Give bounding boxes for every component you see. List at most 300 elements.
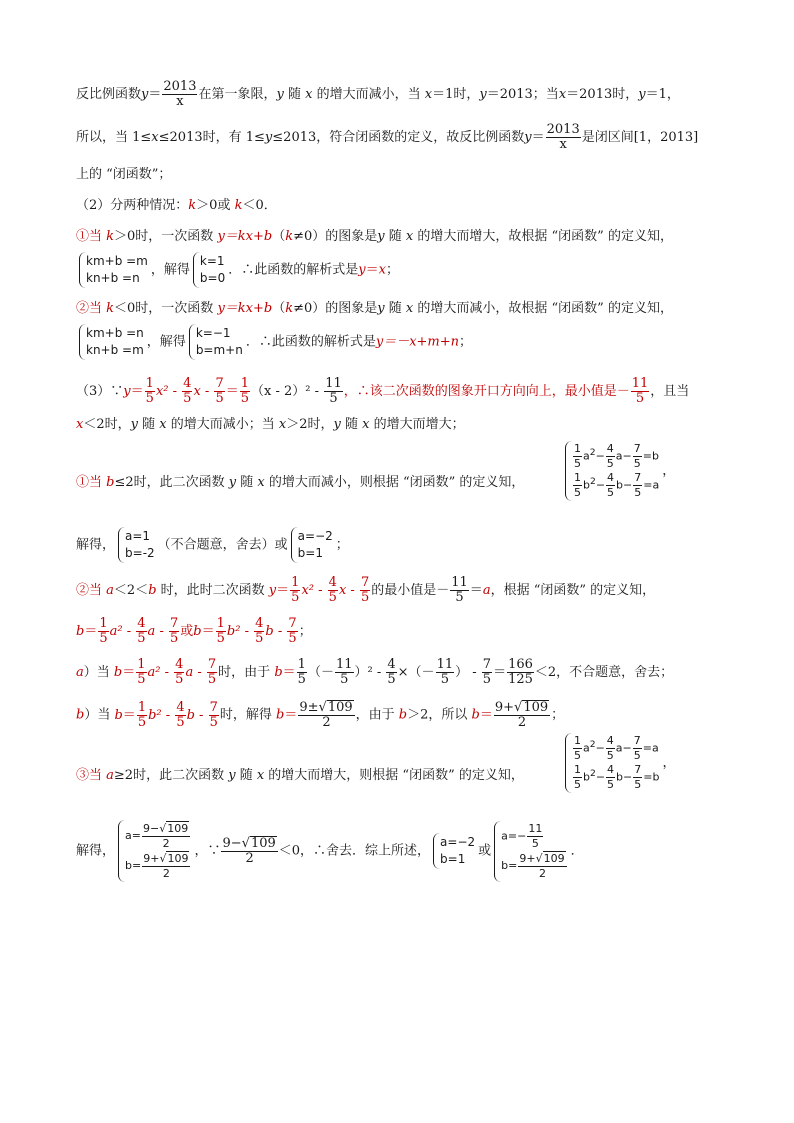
text: （不合题意，舍去）或 bbox=[157, 537, 288, 553]
text: − bbox=[623, 770, 633, 784]
fraction bbox=[290, 576, 300, 605]
numerator: 11 bbox=[335, 657, 353, 672]
text: b= bbox=[501, 858, 518, 872]
text: ＞2，所以 bbox=[407, 707, 472, 723]
var: y bbox=[228, 768, 236, 783]
var: b bbox=[616, 478, 624, 492]
text: ＝ bbox=[122, 707, 136, 723]
numerator: 4 bbox=[607, 471, 615, 484]
text: b= bbox=[125, 859, 142, 872]
numerator: 166 bbox=[508, 657, 533, 672]
numerator: 4 bbox=[606, 442, 614, 455]
numerator: 9± bbox=[299, 700, 319, 715]
text: ＝ bbox=[84, 624, 98, 639]
text: 的最小值是－ bbox=[371, 583, 450, 598]
text: ＝ bbox=[276, 583, 290, 598]
equation: a=−2 bbox=[440, 835, 476, 849]
text: ； bbox=[459, 334, 473, 350]
text: ＝2013时， bbox=[566, 87, 639, 102]
equation bbox=[572, 734, 659, 763]
text: a=− bbox=[501, 829, 527, 842]
text: ＝ bbox=[284, 707, 298, 723]
equation: k=−1 bbox=[195, 326, 231, 340]
radicand: 109 bbox=[250, 836, 276, 851]
text: ＜0时，一次函数 bbox=[114, 301, 218, 316]
text: - bbox=[161, 707, 175, 723]
var: b bbox=[616, 770, 624, 784]
var: b bbox=[114, 707, 123, 723]
var: x bbox=[338, 583, 347, 598]
denominator: 5 bbox=[635, 391, 645, 406]
text: 时，解得 bbox=[219, 707, 277, 723]
text: =a bbox=[643, 478, 660, 492]
numerator: 7 bbox=[209, 699, 218, 715]
denominator: 5 bbox=[288, 631, 297, 646]
fraction bbox=[573, 763, 582, 792]
denominator: 5 bbox=[297, 672, 306, 687]
text: ＜2，不合题意，舍去； bbox=[534, 665, 674, 680]
exponent: 2 bbox=[589, 738, 596, 750]
text: ≥2时，此二次函数 bbox=[113, 768, 229, 783]
var: b bbox=[148, 583, 157, 598]
denominator: 5 bbox=[137, 672, 146, 687]
equation: kn+b =m bbox=[86, 343, 144, 357]
text: ①当 bbox=[76, 475, 107, 490]
text: ）当 bbox=[83, 665, 114, 680]
fraction bbox=[216, 617, 226, 646]
var: x bbox=[151, 130, 159, 145]
line-7 bbox=[76, 300, 673, 317]
solution-system bbox=[291, 527, 333, 563]
text: − bbox=[595, 449, 605, 463]
text: =b bbox=[643, 770, 660, 784]
text: ，由于 bbox=[355, 707, 399, 723]
fraction bbox=[386, 658, 396, 687]
numerator: 4 bbox=[387, 657, 396, 672]
numerator: 4 bbox=[255, 616, 264, 631]
fraction bbox=[573, 734, 582, 763]
line-2 bbox=[76, 123, 698, 152]
text: 随 bbox=[283, 87, 306, 102]
solution-system bbox=[433, 833, 475, 869]
text: ， bbox=[662, 755, 676, 771]
var: x² bbox=[155, 384, 169, 399]
var: k bbox=[106, 301, 115, 316]
fraction bbox=[287, 617, 297, 646]
text: 所以，当 1≤ bbox=[76, 130, 152, 145]
line-4 bbox=[76, 197, 277, 214]
line-10 bbox=[76, 416, 465, 433]
denominator: 5 bbox=[209, 714, 218, 730]
system-brace bbox=[565, 441, 659, 501]
fraction bbox=[98, 617, 108, 646]
text: （－ bbox=[307, 665, 334, 680]
text: - bbox=[240, 624, 254, 639]
text: ＝ bbox=[531, 130, 545, 145]
radicand: 109 bbox=[523, 700, 549, 715]
text: − bbox=[622, 449, 632, 463]
text: ，且当 bbox=[650, 384, 690, 399]
denominator: 5 bbox=[137, 631, 146, 646]
fraction bbox=[633, 734, 642, 763]
text: 随 bbox=[236, 475, 258, 490]
fraction bbox=[169, 617, 179, 646]
numerator: 1 bbox=[240, 376, 250, 391]
var: a bbox=[76, 665, 84, 680]
numerator: 9− bbox=[222, 836, 242, 851]
radicand: 109 bbox=[167, 852, 189, 865]
line-16 bbox=[76, 700, 564, 730]
var: b bbox=[274, 665, 283, 680]
equation: km+b =n bbox=[86, 326, 144, 340]
numerator: 7 bbox=[633, 442, 641, 455]
var: y bbox=[377, 301, 385, 316]
var: x bbox=[305, 87, 313, 102]
solution-system bbox=[189, 324, 243, 360]
denominator: 5 bbox=[607, 486, 615, 499]
text: ， bbox=[662, 463, 676, 479]
text: 随 bbox=[384, 301, 406, 316]
text: ＝ bbox=[130, 384, 144, 399]
text: 的增大而减小；当 bbox=[166, 417, 279, 432]
var: y bbox=[123, 384, 131, 399]
denominator: 5 bbox=[99, 631, 108, 646]
text: ＝ bbox=[282, 665, 296, 680]
fraction bbox=[527, 822, 543, 851]
var: a bbox=[615, 741, 623, 755]
text: ，解得 bbox=[150, 262, 190, 278]
denominator: 5 bbox=[531, 836, 539, 850]
line-17 bbox=[76, 767, 524, 784]
text: ＜2时， bbox=[83, 417, 131, 432]
var: x bbox=[257, 475, 265, 490]
var: y bbox=[268, 583, 277, 598]
equation: b=1 bbox=[440, 852, 466, 866]
fraction bbox=[482, 658, 492, 687]
fraction bbox=[175, 701, 185, 730]
line-15 bbox=[76, 658, 673, 687]
fraction bbox=[254, 617, 264, 646]
var: y bbox=[264, 130, 273, 145]
text: ＞0或 bbox=[196, 198, 235, 213]
line-13 bbox=[76, 576, 655, 605]
var: b bbox=[193, 624, 202, 639]
text: 的增大而增大，故根据 “闭函数” 的定义知， bbox=[413, 229, 673, 244]
text: ＞2时， bbox=[286, 417, 334, 432]
formula: y＝－x+m+n bbox=[375, 334, 460, 350]
text: ； bbox=[335, 537, 349, 553]
text: ＝ bbox=[365, 262, 379, 278]
line-9 bbox=[76, 377, 689, 406]
text: ②当 bbox=[76, 301, 107, 316]
text: ＝2013；当 bbox=[486, 87, 559, 102]
text: ≠0）的图象是 bbox=[293, 301, 378, 316]
denominator: 5 bbox=[328, 590, 337, 605]
text: ＝1时， bbox=[432, 87, 480, 102]
text: 时，由于 bbox=[218, 665, 275, 680]
text: 随 bbox=[340, 417, 363, 432]
line-18 bbox=[76, 820, 584, 882]
fraction bbox=[546, 123, 581, 152]
denominator: 5 bbox=[634, 778, 642, 791]
fraction bbox=[606, 471, 615, 500]
var: b bbox=[265, 624, 274, 639]
var: x bbox=[76, 417, 84, 432]
numerator: 4 bbox=[606, 734, 614, 747]
var: y bbox=[130, 417, 138, 432]
denominator: 5 bbox=[482, 672, 492, 687]
text: （3）∵ bbox=[76, 384, 124, 399]
var: x bbox=[159, 417, 167, 432]
var: y bbox=[358, 262, 366, 278]
text: ．∴此函数的解析式是 bbox=[245, 334, 376, 350]
line-11 bbox=[76, 474, 524, 491]
line-12 bbox=[76, 527, 349, 563]
fraction bbox=[436, 658, 455, 687]
fraction bbox=[174, 658, 184, 687]
var: a bbox=[147, 624, 156, 639]
text: − bbox=[595, 770, 606, 784]
var: y bbox=[377, 229, 385, 244]
denominator: 5 bbox=[574, 486, 581, 499]
text: ，∴该二次函数的图象开口方向向上，最小值是－ bbox=[343, 384, 630, 399]
text: ＞0时，一次函数 bbox=[114, 229, 218, 244]
text: ＝ bbox=[201, 624, 215, 639]
var: b bbox=[276, 707, 285, 723]
numerator: 4 bbox=[328, 575, 337, 590]
text: ＝ bbox=[479, 707, 493, 723]
text: =b bbox=[642, 449, 659, 463]
var: y bbox=[228, 475, 237, 490]
numerator: 9+ bbox=[494, 700, 515, 715]
fraction bbox=[633, 763, 642, 792]
equation-system bbox=[79, 252, 148, 288]
var: k bbox=[234, 198, 243, 213]
text: ） - bbox=[455, 665, 481, 680]
equation: b=1 bbox=[297, 546, 323, 560]
solution-system bbox=[494, 821, 567, 882]
text: 的增大而增大； bbox=[369, 417, 465, 432]
denominator: 5 bbox=[291, 590, 300, 605]
equation bbox=[572, 442, 659, 471]
fraction bbox=[573, 471, 582, 500]
text: - bbox=[168, 384, 182, 399]
equation-system bbox=[79, 324, 144, 360]
text: a= bbox=[125, 829, 141, 842]
text: （x - 2）² bbox=[251, 384, 311, 399]
denominator: 125 bbox=[508, 672, 533, 687]
text: 时，此时二次函数 bbox=[156, 583, 269, 598]
line-14 bbox=[76, 617, 312, 646]
var: b bbox=[113, 665, 123, 680]
numerator: 1 bbox=[574, 471, 581, 484]
numerator: 1 bbox=[216, 616, 225, 631]
var: y bbox=[141, 87, 149, 102]
var: k bbox=[285, 301, 294, 316]
formula: y＝kx+b bbox=[217, 301, 273, 316]
text: 的增大而减小，故根据 “闭函数” 的定义知， bbox=[413, 301, 673, 316]
denominator: 2 bbox=[538, 866, 546, 880]
text: ，∵ bbox=[194, 843, 221, 859]
text: 的增大而减小，则根据 “闭函数” 的定义知， bbox=[264, 475, 525, 490]
text: − bbox=[595, 741, 605, 755]
fraction bbox=[145, 377, 155, 406]
var: a bbox=[106, 583, 114, 598]
text: − bbox=[595, 478, 606, 492]
denominator: 5 bbox=[137, 714, 147, 730]
denominator: 5 bbox=[145, 391, 154, 406]
text: ． bbox=[570, 843, 584, 859]
numerator: 4 bbox=[175, 657, 184, 672]
denominator: 5 bbox=[440, 672, 449, 687]
denominator: 5 bbox=[607, 778, 615, 791]
var: x bbox=[193, 384, 201, 399]
text: ．∴此函数的解析式是 bbox=[228, 262, 359, 278]
var: b bbox=[583, 478, 590, 492]
numerator: 1 bbox=[574, 734, 581, 747]
var: b bbox=[583, 770, 590, 784]
denominator: x bbox=[559, 137, 567, 152]
text: ＝ bbox=[493, 665, 507, 680]
denominator: 5 bbox=[360, 590, 370, 605]
fraction bbox=[297, 658, 307, 687]
text: - bbox=[194, 707, 208, 723]
fraction: $\frac{9+√109}{2}$ bbox=[143, 852, 189, 880]
exponent: 2 bbox=[589, 767, 596, 779]
var: x bbox=[278, 417, 287, 432]
var: x bbox=[405, 301, 414, 316]
text: ）当 bbox=[84, 707, 115, 723]
line-5 bbox=[76, 228, 673, 245]
text: ≤2013，符合闭函数的定义，故反比例函数 bbox=[272, 130, 525, 145]
text: ，解得 bbox=[146, 334, 186, 350]
equation-system bbox=[562, 733, 675, 793]
numerator: 1 bbox=[99, 616, 108, 631]
solution-system bbox=[193, 252, 225, 288]
var: x bbox=[362, 417, 370, 432]
equation: b=m+n bbox=[195, 343, 243, 357]
equation: b=0 bbox=[199, 271, 226, 285]
text: - bbox=[313, 583, 327, 598]
var: b bbox=[106, 475, 115, 490]
text: - bbox=[346, 583, 359, 598]
denominator: 5 bbox=[387, 672, 396, 687]
text: ≤2013时，有 1≤ bbox=[158, 130, 265, 145]
denominator: 5 bbox=[574, 778, 581, 791]
text: ＝1， bbox=[645, 87, 680, 102]
text: ＝ bbox=[225, 384, 239, 399]
radicand: 109 bbox=[543, 851, 565, 865]
fraction bbox=[182, 377, 192, 406]
numerator: 7 bbox=[482, 657, 492, 672]
denominator: 5 bbox=[169, 631, 179, 646]
text: ）² - bbox=[354, 665, 386, 680]
text: （2）分两种情况： bbox=[76, 198, 189, 213]
var: x bbox=[558, 87, 567, 102]
text: 的增大而减小，当 bbox=[312, 87, 425, 102]
text: 解得， bbox=[76, 843, 116, 859]
line-3 bbox=[76, 166, 171, 183]
equation bbox=[572, 471, 659, 500]
denominator: 5 bbox=[574, 749, 581, 762]
var: k bbox=[106, 229, 115, 244]
fraction bbox=[507, 658, 534, 687]
text: ； bbox=[551, 707, 565, 723]
numerator: 11 bbox=[631, 376, 649, 391]
fraction bbox=[209, 701, 219, 730]
denominator: 2 bbox=[517, 715, 527, 730]
var: a² bbox=[109, 624, 123, 639]
numerator: 1 bbox=[145, 376, 154, 391]
denominator: 5 bbox=[183, 391, 192, 406]
equation: kn+b =n bbox=[86, 271, 140, 285]
denominator: 5 bbox=[207, 672, 217, 687]
text: - bbox=[160, 665, 174, 680]
denominator: 5 bbox=[215, 391, 224, 406]
numerator: 11 bbox=[528, 821, 543, 835]
denominator: 5 bbox=[574, 457, 581, 470]
numerator: 7 bbox=[634, 763, 642, 776]
var: b bbox=[76, 707, 85, 723]
var: y bbox=[479, 87, 487, 102]
text: 或 bbox=[478, 843, 492, 859]
denominator: 5 bbox=[176, 714, 185, 730]
text: 随 bbox=[235, 768, 257, 783]
text: ＝ bbox=[469, 583, 483, 598]
fraction bbox=[136, 617, 146, 646]
fraction bbox=[324, 377, 343, 406]
fraction bbox=[207, 658, 217, 687]
equation: b=-2 bbox=[125, 546, 155, 560]
text: ＜0． bbox=[242, 198, 277, 213]
var: a bbox=[583, 741, 590, 755]
text: 随 bbox=[384, 229, 406, 244]
denominator: 5 bbox=[634, 486, 642, 499]
var: b² bbox=[226, 624, 241, 639]
numerator: 7 bbox=[634, 471, 642, 484]
equation bbox=[501, 851, 567, 881]
equation bbox=[125, 821, 191, 851]
radicand: 109 bbox=[327, 700, 353, 715]
fraction bbox=[162, 80, 197, 109]
denominator: 5 bbox=[240, 391, 250, 406]
line-8 bbox=[76, 324, 472, 360]
denominator: 5 bbox=[606, 749, 614, 762]
fraction bbox=[606, 734, 615, 763]
fraction: $\frac{9\pm√109}{2}$ bbox=[299, 700, 353, 730]
fraction bbox=[360, 576, 370, 605]
var: x bbox=[424, 87, 433, 102]
equation bbox=[501, 822, 567, 851]
numerator: 11 bbox=[436, 657, 454, 672]
text: ； bbox=[385, 262, 399, 278]
text: − bbox=[623, 478, 633, 492]
text: ×（－ bbox=[397, 665, 435, 680]
var: a bbox=[185, 665, 194, 680]
text: （ bbox=[272, 301, 286, 316]
text: − bbox=[622, 741, 632, 755]
fraction: $\frac{9-√109}{2}$ bbox=[142, 822, 189, 850]
fraction bbox=[136, 658, 146, 687]
denominator: 2 bbox=[162, 867, 170, 880]
text: ＜2＜ bbox=[113, 583, 149, 598]
var: b bbox=[76, 624, 85, 639]
fraction bbox=[631, 377, 650, 406]
numerator: 7 bbox=[633, 734, 641, 747]
text: - bbox=[193, 665, 206, 680]
numerator: 1 bbox=[291, 575, 300, 590]
text: 解得， bbox=[76, 537, 116, 553]
